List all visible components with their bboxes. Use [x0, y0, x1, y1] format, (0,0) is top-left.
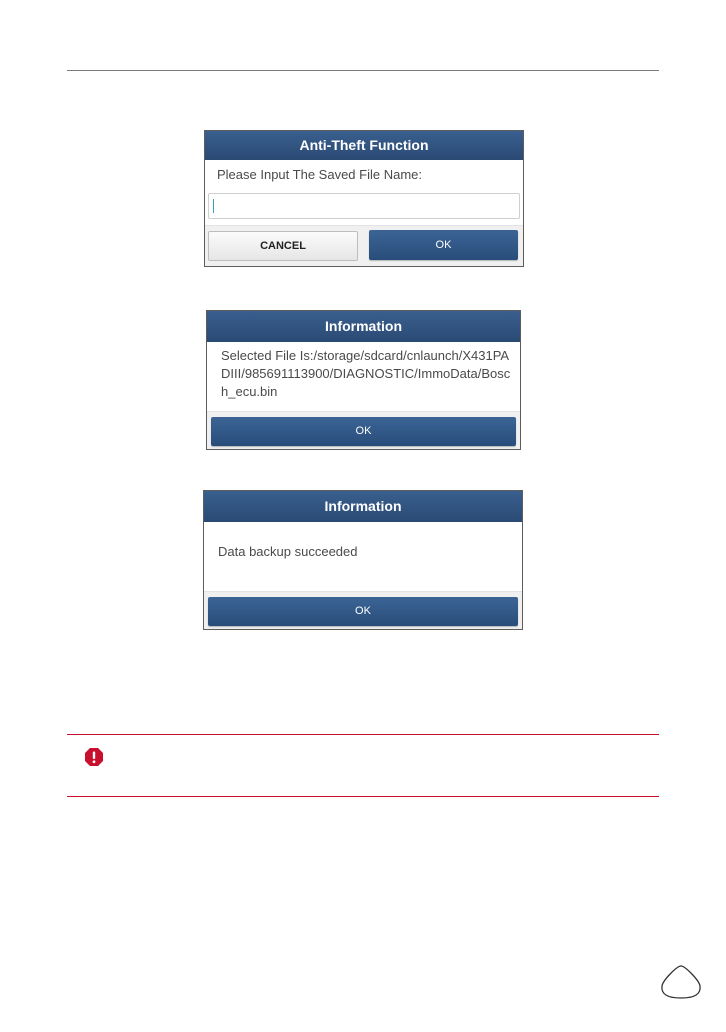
page-badge-shape — [659, 964, 703, 1000]
dialog-title: Information — [207, 311, 520, 342]
ok-button[interactable]: OK — [369, 230, 518, 260]
header-rule — [67, 70, 659, 71]
selected-file-message: Selected File Is:/storage/sdcard/cnlaunch/X431PADIII/985691113900/DIAGNOSTIC/ImmoData/Bosch_ecu.bin — [221, 348, 511, 399]
dialog-title: Anti-Theft Function — [205, 131, 523, 160]
file-info-dialog — [206, 310, 521, 450]
file-name-input[interactable] — [208, 193, 520, 219]
cancel-button[interactable]: CANCEL — [208, 231, 358, 261]
warning-icon — [84, 747, 104, 767]
ok-button[interactable]: OK — [208, 597, 518, 626]
note-bottom-rule — [67, 796, 659, 797]
dialog-button-bar — [207, 411, 520, 449]
dialog-button-bar — [204, 591, 522, 629]
note-top-rule — [67, 734, 659, 735]
file-name-prompt: Please Input The Saved File Name: — [217, 167, 422, 182]
dialog-title: Information — [204, 491, 522, 522]
text-caret — [213, 199, 214, 213]
ok-button[interactable]: OK — [211, 417, 516, 446]
backup-status-message: Data backup succeeded — [218, 544, 358, 559]
dialog-button-bar — [205, 225, 523, 266]
backup-info-dialog — [203, 490, 523, 630]
anti-theft-dialog — [204, 130, 524, 267]
